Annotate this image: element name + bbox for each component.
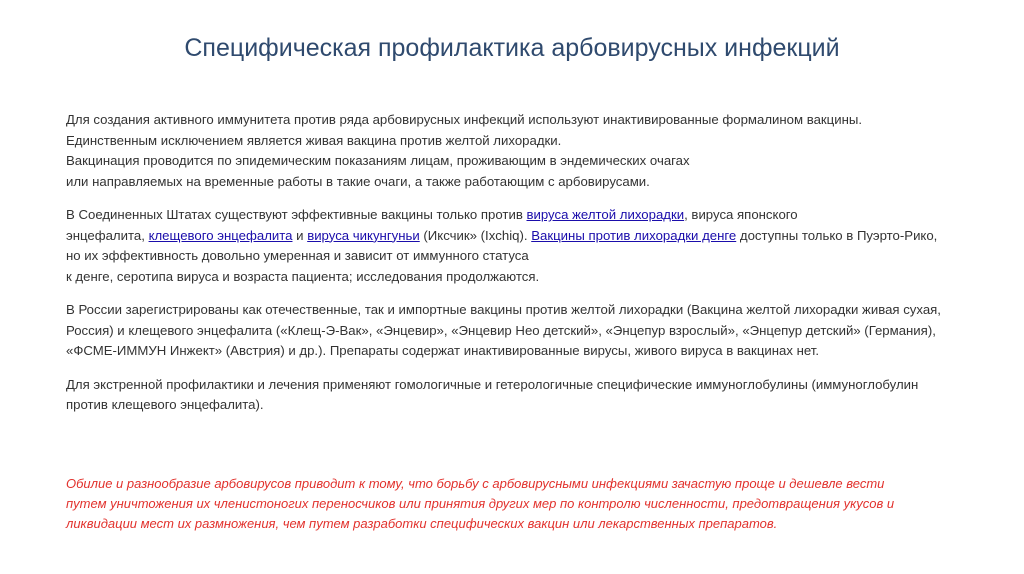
text-line: «ФСМЕ-ИММУН Инжект» (Австрия) и др.). Препараты содержат инактивированные вирусы, живого вируса в вакцинах нет.: [66, 343, 820, 358]
text-line: Для создания активного иммунитета против ряда арбовирусных инфекций используют инактивированные формалином вакцины.: [66, 112, 863, 127]
paragraph-russia-vaccines: [66, 300, 1006, 362]
link-chikungunya-virus[interactable]: вируса чикунгуньи: [307, 227, 420, 243]
text-line: Россия) и клещевого энцефалита («Клещ-Э-Вак», «Энцевир», «Энцевир Нео детский», «Энцепур взрослый», «Энцепур детский» (Германия),: [66, 322, 936, 338]
text-line: [66, 226, 1006, 247]
text-fragment: (Иксчик» (Ixchiq).: [419, 227, 532, 243]
text-line: Для экстренной профилактики и лечения применяют гомологичные и гетерологичные специфические иммуноглобулины (иммуноглобулин: [66, 376, 919, 392]
text-fragment: , вируса японского: [684, 207, 798, 222]
link-dengue-vaccines[interactable]: Вакцины против лихорадки денге: [531, 227, 737, 243]
note-line: ликвидации мест их размножения, чем путем разработки специфических вакцин или лекарственных препаратов.: [66, 516, 778, 531]
text-fragment: В Соединенных Штатах существуют эффективные вакцины только против: [66, 207, 527, 222]
text-fragment: и: [292, 227, 308, 243]
text-fragment: доступны только в Пуэрто-Рико,: [736, 227, 938, 243]
text-line: [66, 205, 1006, 226]
text-line: В России зарегистрированы как отечественные, так и импортные вакцины против желтой лихорадки (Вакцина желтой лихорадки живая сухая,: [66, 302, 941, 317]
paragraph-active-immunity: [66, 110, 1006, 192]
link-yellow-fever-virus[interactable]: вируса желтой лихорадки: [526, 207, 685, 222]
link-tick-borne-encephalitis[interactable]: клещевого энцефалита: [148, 227, 293, 243]
paragraph-emergency-prophylaxis: [66, 375, 1006, 416]
note-line: Обилие и разнообразие арбовирусов приводит к тому, что борьбу с арбовирусными инфекциями зачастую проще и дешевле вести: [66, 476, 885, 491]
text-line: к денге, серотипа вируса и возраста пациента; исследования продолжаются.: [66, 268, 540, 284]
text-line: Вакцинация проводится по эпидемическим показаниям лицам, проживающим в эндемических очагах: [66, 153, 690, 168]
text-fragment: энцефалита,: [66, 227, 149, 243]
text-line: или направляемых на временные работы в такие очаги, а также работающим с арбовирусами.: [66, 173, 650, 189]
main-content: [66, 110, 1006, 429]
text-line: но их эффективность довольно умеренная и зависит от иммунного статуса: [66, 248, 529, 263]
paragraph-us-vaccines: [66, 205, 1006, 287]
page-title: Специфическая профилактика арбовирусных инфекций: [184, 34, 840, 62]
text-line: против клещевого энцефалита).: [66, 397, 264, 412]
highlight-note: [66, 474, 996, 534]
text-line: Единственным исключением является живая вакцина против желтой лихорадки.: [66, 132, 562, 148]
note-line: путем уничтожения их членистоногих переносчиков или принятия других мер по контролю численности, предотвращения укусов и: [66, 496, 895, 511]
